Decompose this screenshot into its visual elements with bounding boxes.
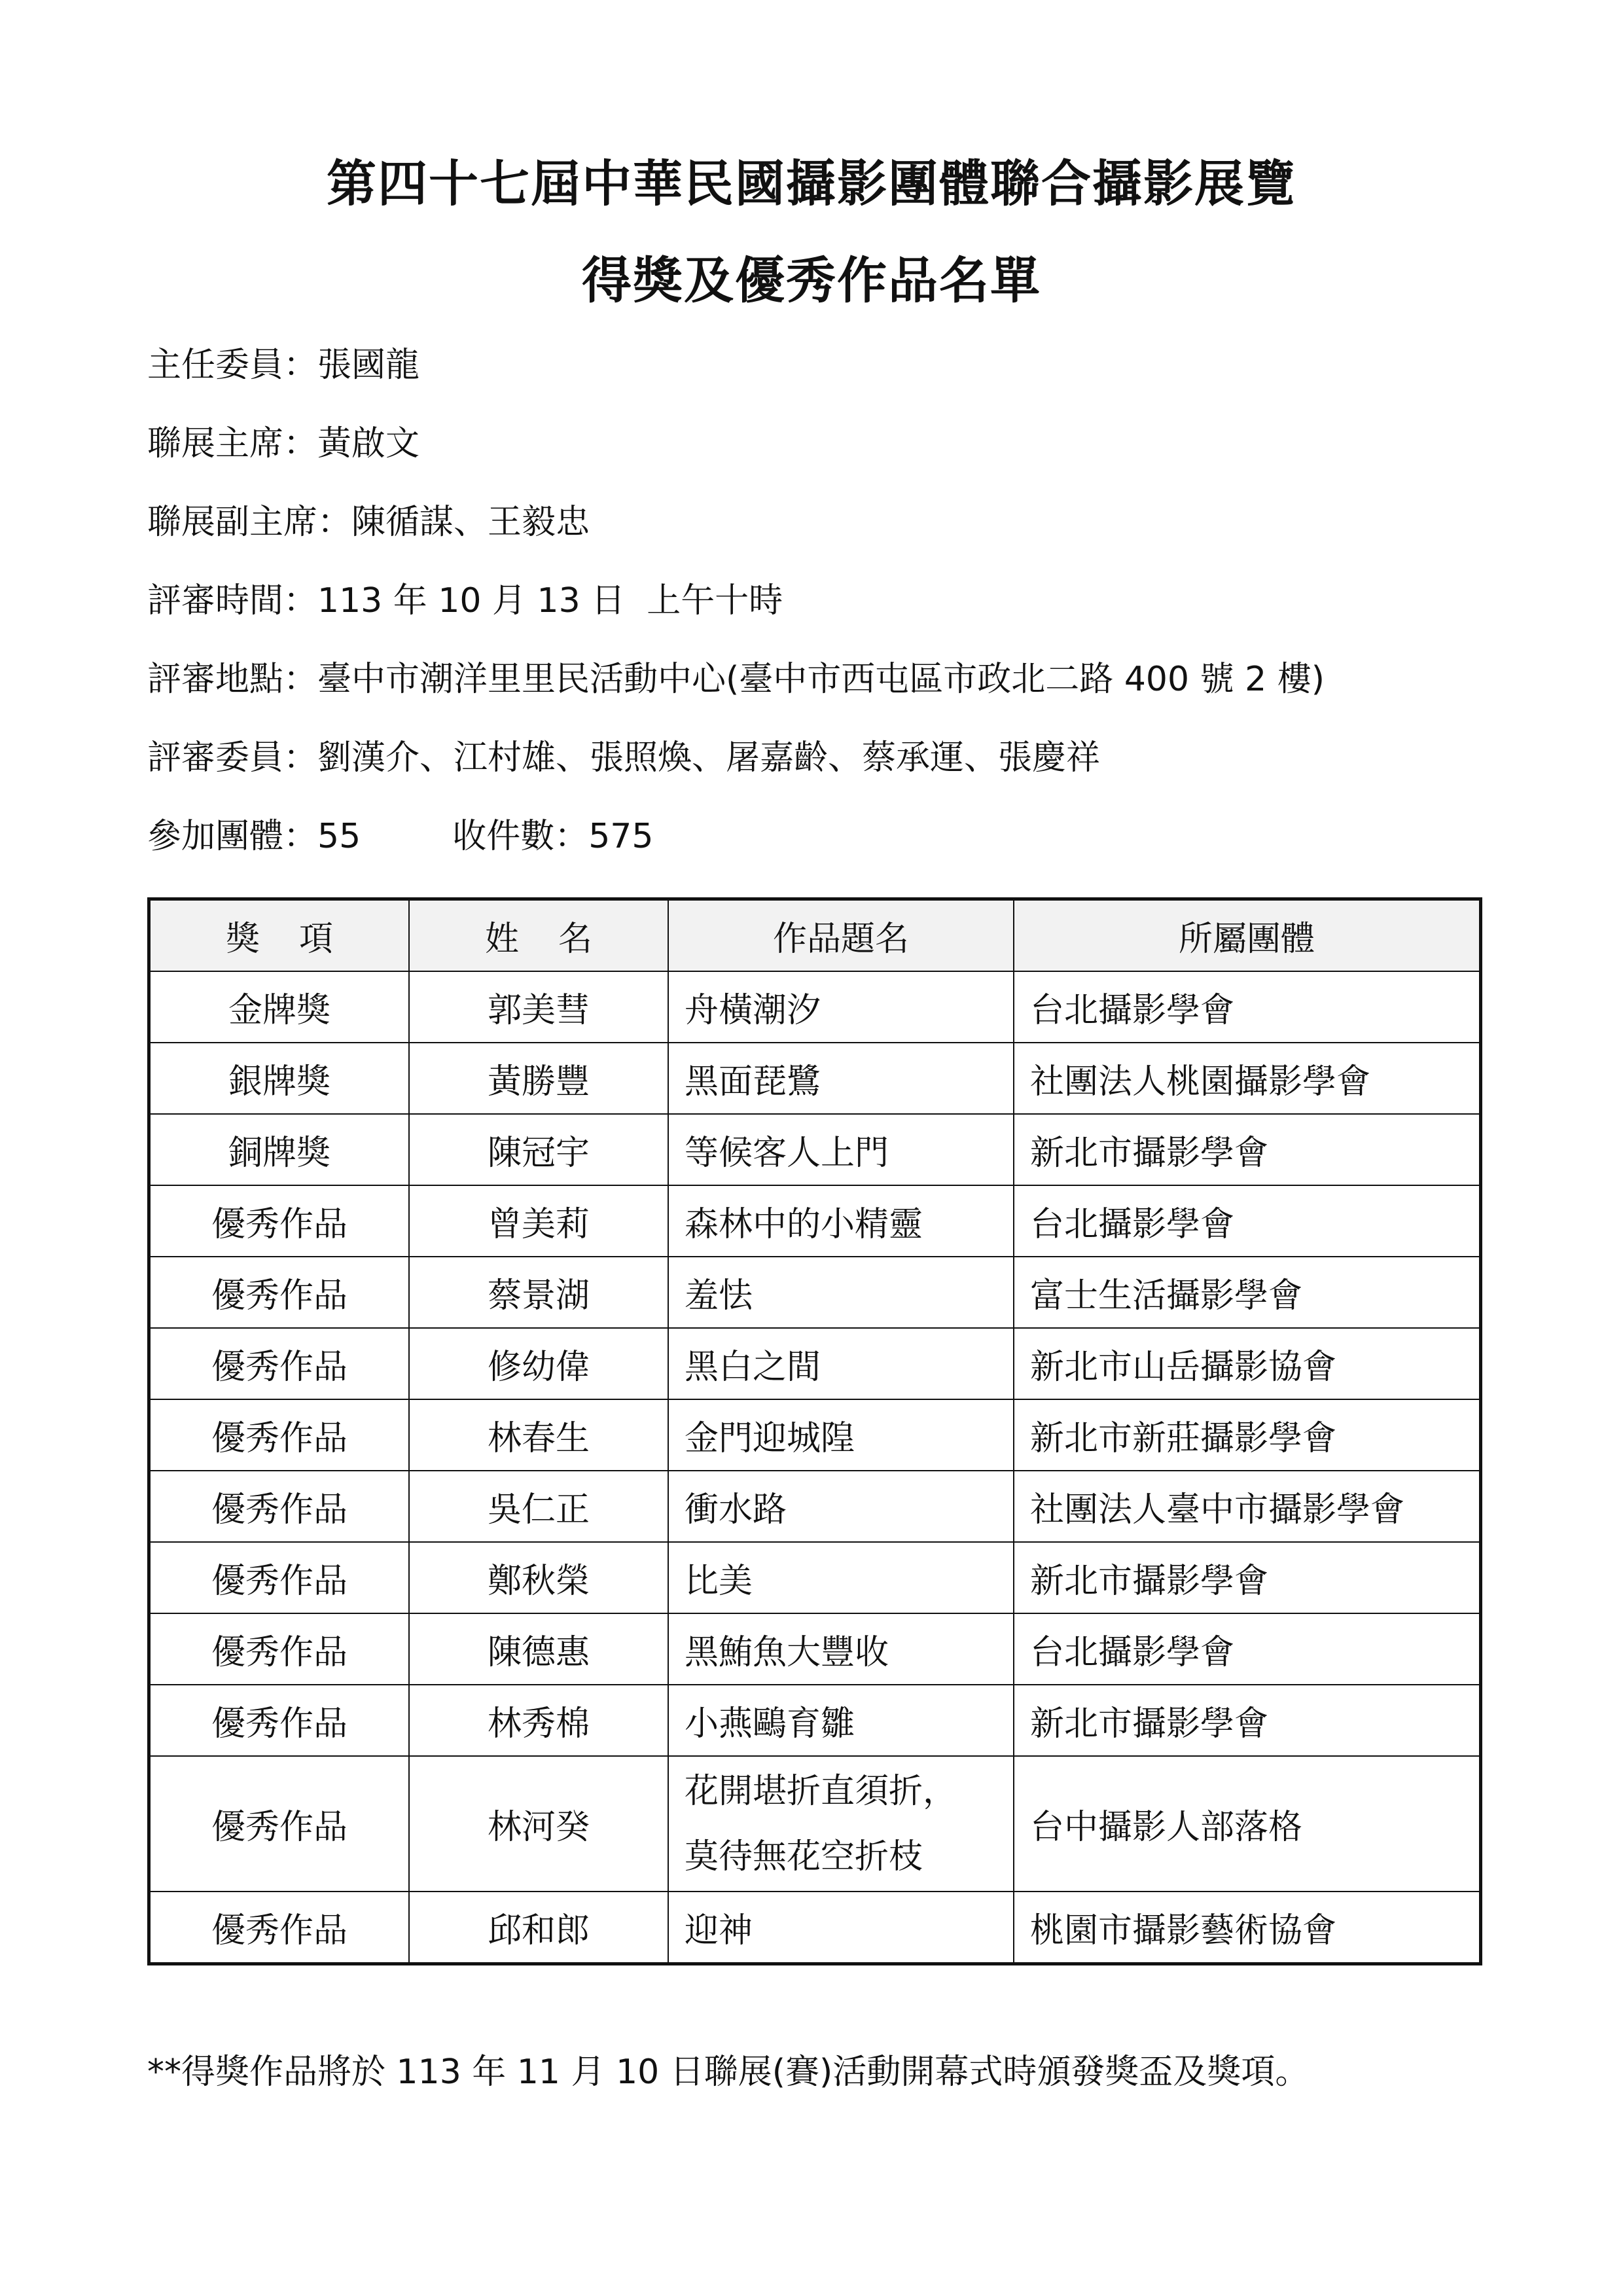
cell-name: 郭美彗 [409,971,668,1043]
info-label: 參加團體： [147,817,318,856]
cell-title: 金門迎城隍 [668,1399,1014,1471]
table-row [149,1613,1481,1685]
table-row [149,1257,1481,1328]
info-vice-chair [147,501,590,543]
cell-award: 金牌獎 [149,971,410,1043]
cell-org: 桃園市攝影藝術協會 [1014,1892,1481,1964]
cell-title: 黑面琵鷺 [668,1043,1014,1114]
cell-org: 新北市山岳攝影協會 [1014,1328,1481,1399]
info-label: 主任委員： [147,346,318,385]
info-exhibit-chair [147,423,419,465]
table-row [149,1399,1481,1471]
table-row [149,1185,1481,1257]
info-value: 劉漢介、江村雄、張照煥、屠嘉齡、蔡承運、張慶祥 [317,738,1101,778]
cell-org: 社團法人桃園攝影學會 [1014,1043,1481,1114]
cell-name: 林河癸 [409,1756,668,1892]
cell-award: 優秀作品 [149,1399,410,1471]
info-value: 張國龍 [317,346,420,385]
cell-title: 迎神 [668,1892,1014,1964]
cell-org: 新北市新莊攝影學會 [1014,1399,1481,1471]
cell-title: 森林中的小精靈 [668,1185,1014,1257]
cell-name: 鄭秋榮 [409,1542,668,1613]
header-org: 所屬團體 [1014,899,1481,972]
cell-award: 優秀作品 [149,1328,410,1399]
info-value: 575 [588,817,654,856]
info-label: 聯展主席： [147,424,318,463]
cell-name: 邱和郎 [409,1892,668,1964]
cell-title: 黑鮪魚大豐收 [668,1613,1014,1685]
cell-title: 小燕鷗育雛 [668,1685,1014,1756]
cell-name: 陳德惠 [409,1613,668,1685]
cell-award: 優秀作品 [149,1756,410,1892]
table-row [149,1892,1481,1964]
cell-award: 銀牌獎 [149,1043,410,1114]
cell-name: 曾美莉 [409,1185,668,1257]
cell-title: 黑白之間 [668,1328,1014,1399]
info-value: 55 [317,817,361,856]
cell-award: 優秀作品 [149,1185,410,1257]
table-row [149,1043,1481,1114]
info-value: 臺中市潮洋里里民活動中心(臺中市西屯區市政北二路 400 號 2 樓) [317,660,1325,699]
info-chair [147,344,419,386]
cell-org: 社團法人臺中市攝影學會 [1014,1471,1481,1542]
cell-title [668,1756,1014,1892]
table-row [149,1114,1481,1185]
cell-award: 優秀作品 [149,1542,410,1613]
info-judges [147,737,1100,779]
cell-org: 富士生活攝影學會 [1014,1257,1481,1328]
header-title: 作品題名 [668,899,1014,972]
cell-org: 台中攝影人部落格 [1014,1756,1481,1892]
cell-org: 新北市攝影學會 [1014,1542,1481,1613]
table-row [149,1328,1481,1399]
header-award: 獎項 [149,899,410,972]
info-value: 113 年 10 月 13 日 上午十時 [317,581,783,620]
footnote: **得獎作品將於 113 年 11 月 10 日聯展(賽)活動開幕式時頒發獎盃及獎項。 [147,2053,1310,2092]
cell-title: 比美 [668,1542,1014,1613]
cell-name: 林春生 [409,1399,668,1471]
cell-org: 台北攝影學會 [1014,1185,1481,1257]
cell-award: 優秀作品 [149,1892,410,1964]
info-label: 收件數： [452,817,589,856]
info-value: 陳循謀、王毅忠 [351,503,590,542]
cell-title-line: 莫待無花空折枝 [685,1837,923,1876]
cell-award: 優秀作品 [149,1257,410,1328]
cell-award: 優秀作品 [149,1613,410,1685]
info-counts [147,816,653,857]
cell-title: 等候客人上門 [668,1114,1014,1185]
table-row [149,1542,1481,1613]
cell-name: 陳冠宇 [409,1114,668,1185]
cell-org: 新北市攝影學會 [1014,1114,1481,1185]
header-name: 姓名 [409,899,668,972]
page-title: 第四十七屆中華民國攝影團體聯合攝影展覽 [327,154,1296,213]
cell-name: 林秀棉 [409,1685,668,1756]
page-subtitle: 得獎及優秀作品名單 [582,251,1041,310]
table-row [149,1685,1481,1756]
cell-award: 優秀作品 [149,1685,410,1756]
info-label: 評審委員： [147,738,318,778]
info-label: 聯展副主席： [147,503,352,542]
awards-table [147,897,1482,1965]
info-judging-place [147,658,1325,700]
info-label: 評審時間： [147,581,318,620]
cell-org: 台北攝影學會 [1014,1613,1481,1685]
info-judging-time [147,580,783,622]
table-row [149,1471,1481,1542]
cell-award: 銅牌獎 [149,1114,410,1185]
cell-org: 新北市攝影學會 [1014,1685,1481,1756]
cell-title: 羞怯 [668,1257,1014,1328]
info-value: 黃啟文 [317,424,420,463]
info-label: 評審地點： [147,660,318,699]
cell-name: 黃勝豐 [409,1043,668,1114]
cell-name: 修幼偉 [409,1328,668,1399]
cell-title-line: 花開堪折直須折， [685,1771,957,1811]
table-header-row [149,899,1481,972]
cell-org: 台北攝影學會 [1014,971,1481,1043]
cell-title: 衝水路 [668,1471,1014,1542]
table-row [149,971,1481,1043]
cell-name: 吳仁正 [409,1471,668,1542]
cell-name: 蔡景湖 [409,1257,668,1328]
cell-title: 舟橫潮汐 [668,971,1014,1043]
cell-award: 優秀作品 [149,1471,410,1542]
table-row [149,1756,1481,1892]
